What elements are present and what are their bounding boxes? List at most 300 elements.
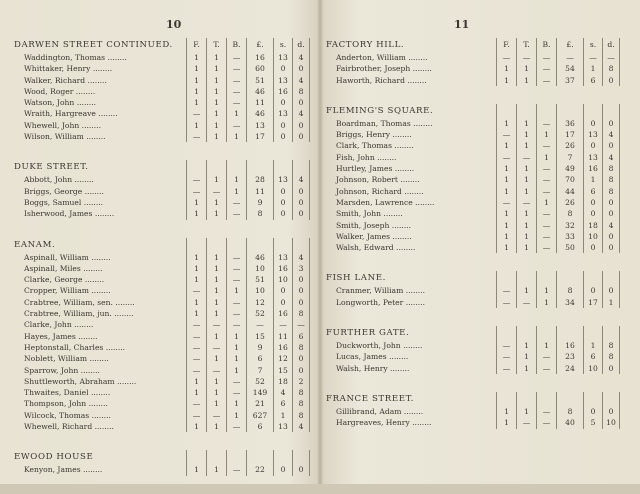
- table-cell: —: [226, 376, 246, 387]
- table-cell: 8: [602, 340, 620, 351]
- section-title: FACTORY HILL.: [326, 40, 405, 50]
- table-cell: 46: [246, 108, 273, 119]
- column-header: [206, 160, 226, 174]
- table-row: [14, 263, 314, 274]
- table-cell: 1: [206, 285, 226, 296]
- table-cell: 16: [556, 340, 583, 351]
- table-cell: 1: [206, 86, 226, 97]
- column-header: [292, 450, 310, 464]
- table-cell: —: [186, 285, 206, 296]
- column-header: [226, 160, 246, 174]
- table-cell: 34: [556, 297, 583, 308]
- table-cell: —: [496, 351, 516, 362]
- table-cell: 60: [246, 63, 273, 74]
- page-number: 11: [454, 18, 470, 31]
- resident-name: Hurtley, James ........: [336, 164, 415, 174]
- table-cell: 4: [292, 174, 310, 185]
- table-cell: —: [536, 63, 556, 74]
- table-cell: —: [536, 118, 556, 129]
- table-cell: 1: [496, 406, 516, 417]
- table-cell: 1: [206, 208, 226, 219]
- table-cell: 1: [496, 75, 516, 86]
- table-cell: 1: [536, 129, 556, 140]
- section: [326, 38, 626, 104]
- column-header: [246, 450, 273, 464]
- table-row: [14, 108, 314, 119]
- table-cell: 49: [556, 163, 583, 174]
- table-cell: 0: [292, 353, 310, 364]
- table-cell: 51: [246, 75, 273, 86]
- resident-name: Duckworth, John ........: [336, 341, 423, 351]
- table-cell: 1: [206, 52, 226, 63]
- table-row: [14, 319, 314, 330]
- table-cell: —: [516, 52, 536, 63]
- table-cell: 13: [273, 52, 292, 63]
- table-cell: 4: [292, 108, 310, 119]
- table-cell: 0: [273, 464, 292, 475]
- table-cell: 1: [206, 108, 226, 119]
- table-cell: 13: [273, 174, 292, 185]
- table-cell: —: [226, 208, 246, 219]
- column-header: [602, 104, 620, 118]
- register-table: [14, 38, 314, 494]
- column-header: [273, 450, 292, 464]
- column-header: [246, 238, 273, 252]
- table-cell: 1: [516, 186, 536, 197]
- table-cell: 1: [206, 297, 226, 308]
- resident-name: Kenyon, James ........: [24, 465, 103, 475]
- table-cell: 0: [602, 208, 620, 219]
- table-cell: 4: [602, 220, 620, 231]
- table-cell: 1: [226, 174, 246, 185]
- table-row: [326, 174, 626, 185]
- table-cell: —: [226, 52, 246, 63]
- table-cell: 1: [206, 353, 226, 364]
- column-header: £.: [246, 38, 273, 52]
- table-cell: 11: [246, 186, 273, 197]
- table-cell: —: [226, 421, 246, 432]
- table-cell: 8: [602, 63, 620, 74]
- table-cell: —: [186, 365, 206, 376]
- column-header: F.: [186, 38, 206, 52]
- table-cell: —: [536, 417, 556, 428]
- resident-name: Cranmer, William ........: [336, 286, 426, 296]
- table-cell: 1: [186, 387, 206, 398]
- table-cell: 8: [602, 351, 620, 362]
- table-cell: 9: [246, 342, 273, 353]
- table-cell: 8: [602, 163, 620, 174]
- table-cell: 1: [186, 63, 206, 74]
- table-cell: —: [516, 297, 536, 308]
- table-cell: 9: [246, 197, 273, 208]
- table-cell: 8: [602, 186, 620, 197]
- table-row: [326, 129, 626, 140]
- table-cell: 1: [226, 186, 246, 197]
- table-cell: —: [536, 186, 556, 197]
- section-title: FRANCE STREET.: [326, 393, 414, 404]
- table-row: [14, 52, 314, 63]
- table-cell: 1: [536, 152, 556, 163]
- table-cell: 6: [246, 421, 273, 432]
- resident-name: Isherwood, James ........: [24, 209, 115, 219]
- table-cell: 1: [186, 263, 206, 274]
- table-cell: 0: [292, 97, 310, 108]
- column-header: [602, 326, 620, 340]
- resident-name: Sparrow, John ........: [24, 365, 100, 375]
- table-cell: 0: [292, 297, 310, 308]
- table-cell: 36: [556, 118, 583, 129]
- table-cell: 1: [496, 417, 516, 428]
- table-cell: 1: [516, 63, 536, 74]
- table-cell: 2: [292, 376, 310, 387]
- section-gap: [326, 253, 626, 271]
- table-row: [14, 197, 314, 208]
- table-cell: 1: [516, 351, 536, 362]
- table-cell: 0: [273, 297, 292, 308]
- table-cell: —: [186, 353, 206, 364]
- table-cell: 23: [556, 351, 583, 362]
- table-cell: 15: [273, 365, 292, 376]
- table-row: [326, 351, 626, 362]
- page-number: 10: [166, 18, 182, 31]
- table-cell: —: [583, 52, 602, 63]
- table-cell: 0: [273, 285, 292, 296]
- table-cell: 1: [516, 220, 536, 231]
- table-cell: 1: [516, 129, 536, 140]
- table-cell: 37: [556, 75, 583, 86]
- resident-name: Hargreaves, Henry ........: [336, 418, 432, 428]
- table-cell: 32: [556, 220, 583, 231]
- resident-name: Aspinall, William ........: [24, 252, 111, 262]
- table-cell: 0: [292, 274, 310, 285]
- table-cell: 6: [583, 186, 602, 197]
- table-cell: 1: [186, 197, 206, 208]
- column-header: [583, 392, 602, 406]
- resident-name: Johnson, Richard ........: [336, 186, 424, 196]
- section: [14, 160, 314, 237]
- resident-name: Whewell, Richard ........: [24, 422, 114, 432]
- table-cell: 0: [292, 208, 310, 219]
- resident-name: Smith, Joseph ........: [336, 220, 412, 230]
- table-cell: 1: [496, 118, 516, 129]
- table-row: [14, 285, 314, 296]
- column-header: [583, 326, 602, 340]
- table-cell: 1: [516, 208, 536, 219]
- table-cell: 1: [516, 406, 536, 417]
- table-row: [14, 120, 314, 131]
- resident-name: Thwaites, Daniel ........: [24, 388, 111, 398]
- column-header: T.: [206, 38, 226, 52]
- table-row: [14, 398, 314, 409]
- resident-name: Fish, John ........: [336, 152, 397, 162]
- table-cell: 1: [206, 331, 226, 342]
- table-cell: 1: [206, 97, 226, 108]
- table-cell: —: [206, 342, 226, 353]
- table-cell: 13: [273, 252, 292, 263]
- table-cell: 6: [246, 353, 273, 364]
- table-row: [326, 140, 626, 151]
- table-cell: 10: [583, 363, 602, 374]
- table-row: [14, 131, 314, 142]
- table-row: [326, 208, 626, 219]
- resident-name: Walker, Richard ........: [24, 75, 107, 85]
- table-cell: —: [602, 52, 620, 63]
- resident-name: Shuttleworth, Abraham ........: [24, 376, 137, 386]
- table-row: [14, 186, 314, 197]
- table-cell: 8: [292, 342, 310, 353]
- section-gap: [326, 86, 626, 104]
- table-cell: 1: [516, 285, 536, 296]
- table-cell: —: [186, 331, 206, 342]
- table-cell: —: [226, 308, 246, 319]
- table-cell: —: [496, 197, 516, 208]
- section-gap: [14, 476, 314, 494]
- resident-name: Anderton, William ........: [336, 53, 428, 62]
- table-cell: 1: [186, 252, 206, 263]
- table-cell: 0: [583, 242, 602, 253]
- table-cell: 4: [273, 387, 292, 398]
- table-cell: 0: [292, 186, 310, 197]
- table-cell: 11: [246, 97, 273, 108]
- column-header: [556, 326, 583, 340]
- table-row: [326, 152, 626, 163]
- table-cell: 1: [186, 297, 206, 308]
- resident-name: Lucas, James ........: [336, 352, 409, 362]
- table-cell: 17: [556, 129, 583, 140]
- table-cell: 5: [583, 417, 602, 428]
- column-header: [583, 104, 602, 118]
- table-cell: —: [556, 52, 583, 63]
- table-cell: 1: [186, 274, 206, 285]
- table-cell: 1: [206, 376, 226, 387]
- table-cell: 4: [292, 52, 310, 63]
- column-header: [516, 392, 536, 406]
- resident-name: Wraith, Hargreave ........: [24, 109, 118, 119]
- column-header: [246, 160, 273, 174]
- table-cell: 1: [226, 285, 246, 296]
- table-row: [14, 297, 314, 308]
- table-cell: —: [186, 398, 206, 409]
- resident-name: Walsh, Edward ........: [336, 243, 416, 253]
- section-title: FURTHER GATE.: [326, 328, 410, 339]
- table-cell: 1: [206, 174, 226, 185]
- table-cell: —: [496, 297, 516, 308]
- table-cell: 70: [556, 174, 583, 185]
- table-cell: —: [496, 363, 516, 374]
- table-row: [326, 285, 626, 296]
- table-cell: 1: [516, 340, 536, 351]
- column-header: [516, 271, 536, 285]
- table-cell: —: [536, 351, 556, 362]
- table-row: [14, 252, 314, 263]
- table-row: [326, 118, 626, 129]
- register-table: [326, 38, 626, 447]
- table-cell: 13: [246, 120, 273, 131]
- table-cell: 0: [602, 197, 620, 208]
- column-header: [516, 326, 536, 340]
- resident-name: Boardman, Thomas ........: [336, 118, 433, 128]
- table-cell: 1: [516, 163, 536, 174]
- section-gap: [326, 429, 626, 447]
- column-header: [206, 238, 226, 252]
- table-cell: 1: [496, 140, 516, 151]
- table-cell: —: [226, 297, 246, 308]
- table-cell: —: [536, 231, 556, 242]
- table-cell: 51: [246, 274, 273, 285]
- table-cell: 8: [292, 387, 310, 398]
- table-cell: —: [206, 410, 226, 421]
- column-header: [536, 326, 556, 340]
- table-cell: 1: [516, 118, 536, 129]
- section-gap: [326, 374, 626, 392]
- column-header: s.: [273, 38, 292, 52]
- table-cell: 1: [186, 376, 206, 387]
- table-cell: 8: [556, 406, 583, 417]
- table-row: [14, 365, 314, 376]
- table-cell: 0: [583, 140, 602, 151]
- table-row: [14, 86, 314, 97]
- table-cell: 1: [206, 421, 226, 432]
- table-row: [326, 163, 626, 174]
- resident-name: Whittaker, Henry ........: [24, 64, 113, 74]
- table-cell: 10: [583, 231, 602, 242]
- resident-name: Clarke, John ........: [24, 320, 94, 330]
- table-cell: 40: [556, 417, 583, 428]
- table-cell: 0: [273, 197, 292, 208]
- column-header: [226, 450, 246, 464]
- table-cell: 1: [206, 263, 226, 274]
- table-cell: 21: [246, 398, 273, 409]
- table-cell: 17: [583, 297, 602, 308]
- column-header: s.: [583, 38, 602, 52]
- table-cell: 1: [206, 274, 226, 285]
- table-cell: 1: [206, 398, 226, 409]
- table-cell: 1: [516, 231, 536, 242]
- resident-name: Wood, Roger ........: [24, 86, 96, 96]
- table-row: [326, 63, 626, 74]
- section-title: EANAM.: [14, 239, 56, 250]
- resident-name: Abbott, John ........: [24, 175, 94, 185]
- table-cell: —: [226, 274, 246, 285]
- table-cell: —: [186, 410, 206, 421]
- section-gap: [14, 220, 314, 238]
- table-cell: 0: [583, 197, 602, 208]
- section: [326, 392, 626, 447]
- table-cell: 1: [186, 308, 206, 319]
- section-gap: [14, 432, 314, 450]
- table-cell: 0: [273, 131, 292, 142]
- column-header: B.: [536, 38, 556, 52]
- table-cell: —: [226, 263, 246, 274]
- table-cell: 1: [496, 163, 516, 174]
- column-header: [226, 238, 246, 252]
- table-cell: —: [226, 387, 246, 398]
- column-header: [536, 104, 556, 118]
- table-cell: —: [496, 340, 516, 351]
- table-cell: 1: [186, 120, 206, 131]
- table-cell: 1: [226, 353, 246, 364]
- column-header: [602, 392, 620, 406]
- table-cell: 1: [206, 308, 226, 319]
- table-cell: —: [226, 97, 246, 108]
- resident-name: Boggs, Samuel ........: [24, 197, 104, 207]
- table-cell: 1: [496, 174, 516, 185]
- table-cell: 1: [226, 365, 246, 376]
- resident-name: Noblett, William ........: [24, 354, 109, 364]
- table-cell: 1: [226, 342, 246, 353]
- table-cell: 8: [602, 174, 620, 185]
- column-header: [186, 238, 206, 252]
- table-cell: 13: [583, 152, 602, 163]
- table-cell: 0: [273, 186, 292, 197]
- column-header: [516, 104, 536, 118]
- table-cell: 1: [516, 140, 536, 151]
- table-cell: 6: [583, 351, 602, 362]
- table-row: [326, 417, 626, 428]
- resident-name: Gillibrand, Adam ........: [336, 406, 424, 416]
- table-cell: —: [292, 319, 310, 330]
- column-header: [602, 271, 620, 285]
- table-cell: 1: [206, 252, 226, 263]
- table-cell: 1: [273, 410, 292, 421]
- table-cell: 1: [496, 186, 516, 197]
- table-cell: —: [496, 152, 516, 163]
- table-cell: 0: [273, 120, 292, 131]
- resident-name: Wilcock, Thomas ........: [24, 410, 111, 420]
- table-cell: —: [186, 108, 206, 119]
- table-cell: 16: [273, 86, 292, 97]
- table-cell: 17: [246, 131, 273, 142]
- column-header: [273, 160, 292, 174]
- column-header: [206, 450, 226, 464]
- table-cell: 4: [602, 152, 620, 163]
- resident-name: Walker, James ........: [336, 231, 412, 241]
- column-header: d.: [602, 38, 620, 52]
- column-header: [556, 271, 583, 285]
- table-cell: 50: [556, 242, 583, 253]
- table-cell: 0: [292, 197, 310, 208]
- table-cell: 10: [246, 263, 273, 274]
- table-cell: 1: [206, 75, 226, 86]
- column-header: T.: [516, 38, 536, 52]
- section-gap: [14, 142, 314, 160]
- table-cell: 0: [273, 208, 292, 219]
- section: [326, 271, 626, 326]
- table-cell: 16: [583, 163, 602, 174]
- table-cell: 24: [556, 363, 583, 374]
- table-cell: 8: [556, 208, 583, 219]
- table-cell: 1: [206, 63, 226, 74]
- table-cell: —: [186, 319, 206, 330]
- table-row: [326, 242, 626, 253]
- table-cell: —: [496, 129, 516, 140]
- resident-name: Smith, John ........: [336, 209, 403, 219]
- table-cell: 1: [583, 63, 602, 74]
- section: [326, 326, 626, 392]
- table-cell: 3: [292, 263, 310, 274]
- table-row: [326, 197, 626, 208]
- table-cell: —: [516, 152, 536, 163]
- column-header: [556, 104, 583, 118]
- table-cell: 1: [583, 174, 602, 185]
- table-cell: —: [186, 186, 206, 197]
- table-cell: 44: [556, 186, 583, 197]
- table-cell: —: [496, 285, 516, 296]
- column-header: [496, 392, 516, 406]
- table-cell: 0: [583, 118, 602, 129]
- table-cell: 1: [186, 208, 206, 219]
- resident-name: Briggs, George ........: [24, 186, 104, 196]
